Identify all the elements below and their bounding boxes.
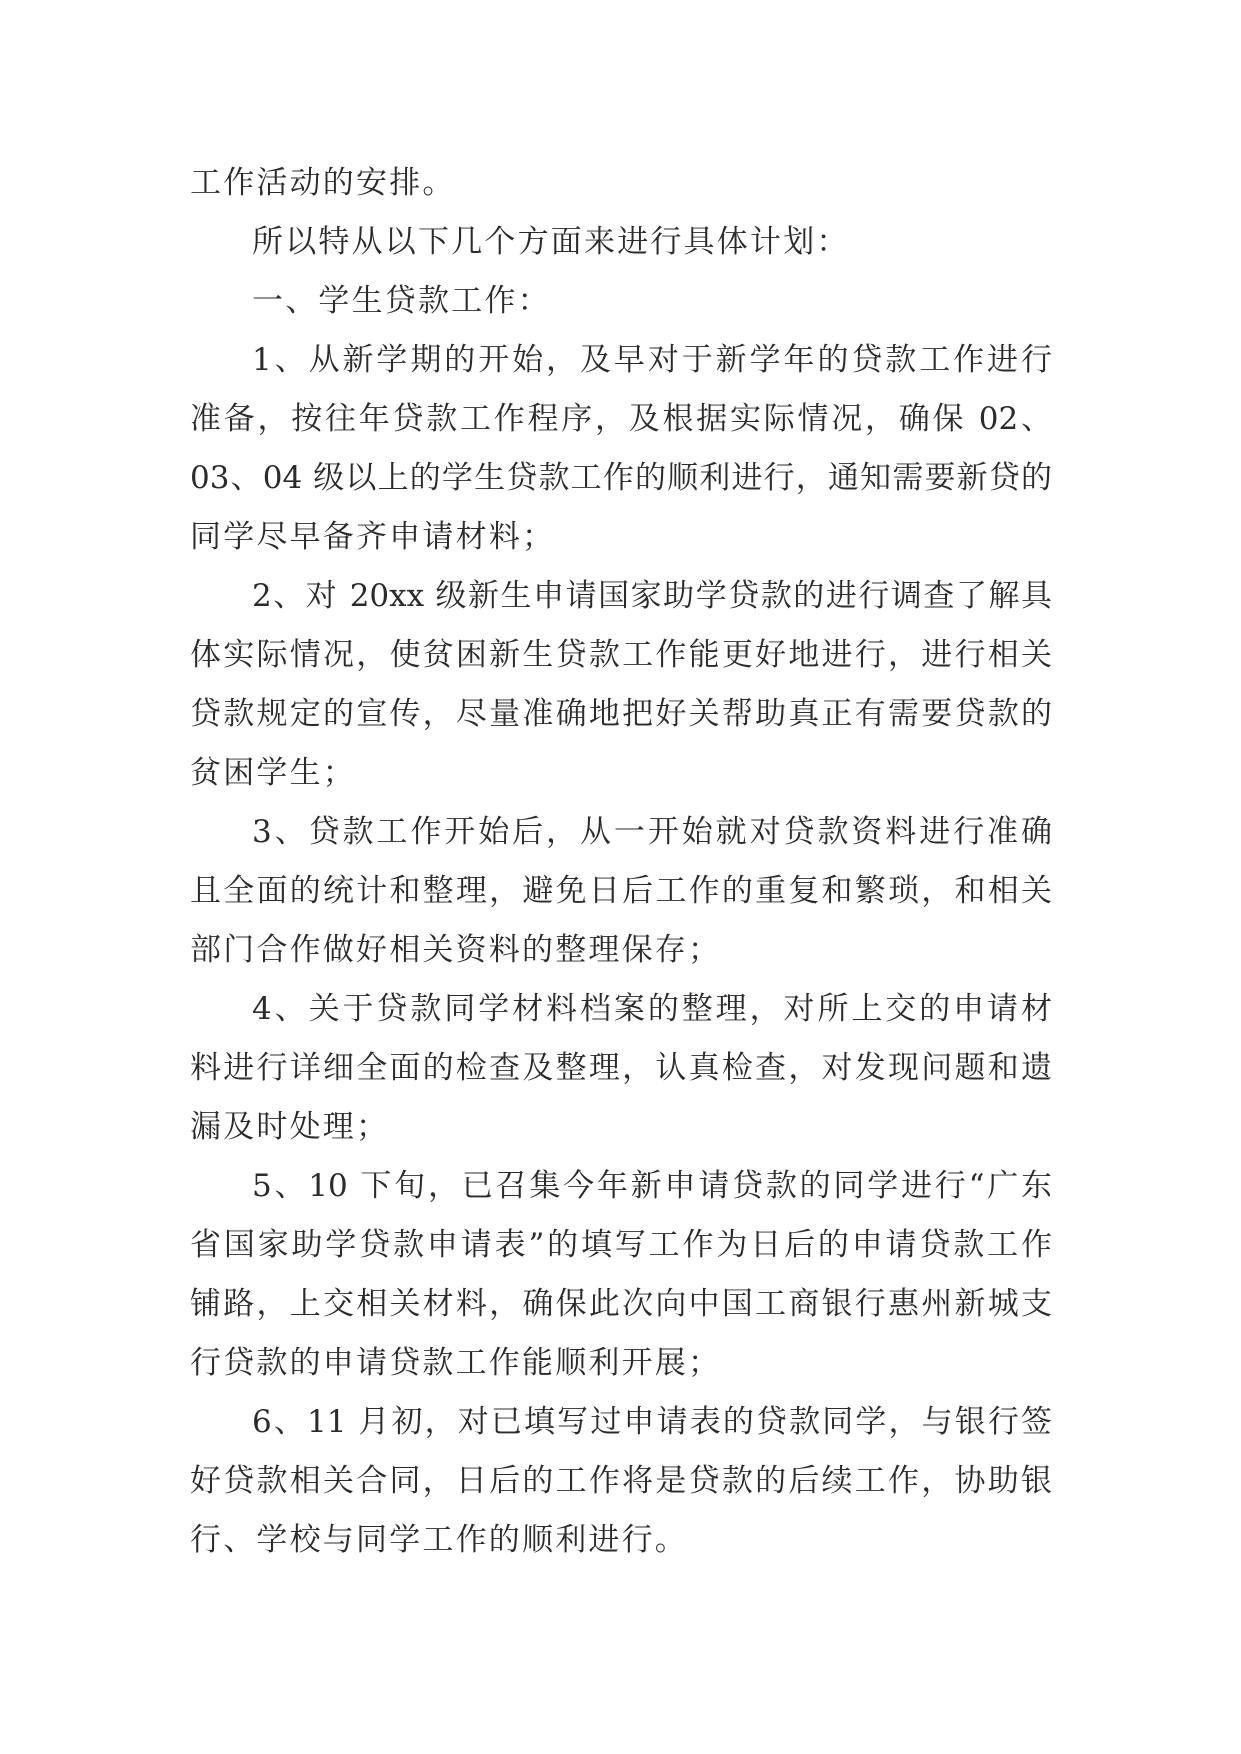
paragraph-line: 所以特从以下几个方面来进行具体计划： bbox=[252, 224, 850, 260]
paragraph-line: 且全面的统计和整理，避免日后工作的重复和繁琐，和相关 bbox=[190, 873, 1052, 909]
paragraph-line: 1、从新学期的开始，及早对于新学年的贷款工作进行 bbox=[252, 342, 1052, 378]
paragraph-line: 漏及时处理； bbox=[190, 1109, 390, 1145]
paragraph-line: 4、关于贷款同学材料档案的整理，对所上交的申请材 bbox=[252, 991, 1052, 1027]
paragraph-line: 工作活动的安排。 bbox=[190, 165, 456, 201]
paragraph-line: 准备，按往年贷款工作程序，及根据实际情况，确保 02、 bbox=[190, 401, 1052, 437]
paragraph-line: 贷款规定的宣传，尽量准确地把好关帮助真正有需要贷款的 bbox=[190, 696, 1052, 732]
paragraph-line: 5、10 下旬，已召集今年新申请贷款的同学进行“广东 bbox=[252, 1168, 1052, 1204]
paragraph-line: 03、04 级以上的学生贷款工作的顺利进行，通知需要新贷的 bbox=[190, 460, 1052, 496]
paragraph-line: 3、贷款工作开始后，从一开始就对贷款资料进行准确 bbox=[252, 814, 1052, 850]
paragraph-line: 料进行详细全面的检查及整理，认真检查，对发现问题和遗 bbox=[190, 1050, 1052, 1086]
section-heading: 一、学生贷款工作： bbox=[252, 283, 551, 319]
paragraph-line: 同学尽早备齐申请材料； bbox=[190, 519, 556, 555]
paragraph-line: 行贷款的申请贷款工作能顺利开展； bbox=[190, 1345, 722, 1381]
paragraph-line: 好贷款相关合同，日后的工作将是贷款的后续工作，协助银 bbox=[190, 1463, 1052, 1499]
paragraph-line: 省国家助学贷款申请表”的填写工作为日后的申请贷款工作 bbox=[190, 1227, 1052, 1263]
document-body bbox=[190, 154, 1052, 1570]
paragraph-line: 行、学校与同学工作的顺利进行。 bbox=[190, 1522, 688, 1558]
paragraph-line: 贫困学生； bbox=[190, 755, 356, 791]
paragraph-line: 体实际情况，使贫困新生贷款工作能更好地进行，进行相关 bbox=[190, 637, 1052, 673]
paragraph-line: 6、11 月初，对已填写过申请表的贷款同学，与银行签 bbox=[252, 1404, 1052, 1440]
paragraph-line: 2、对 20xx 级新生申请国家助学贷款的进行调查了解具 bbox=[252, 578, 1052, 614]
paragraph-line: 部门合作做好相关资料的整理保存； bbox=[190, 932, 722, 968]
paragraph-line: 铺路，上交相关材料，确保此次向中国工商银行惠州新城支 bbox=[190, 1286, 1052, 1322]
